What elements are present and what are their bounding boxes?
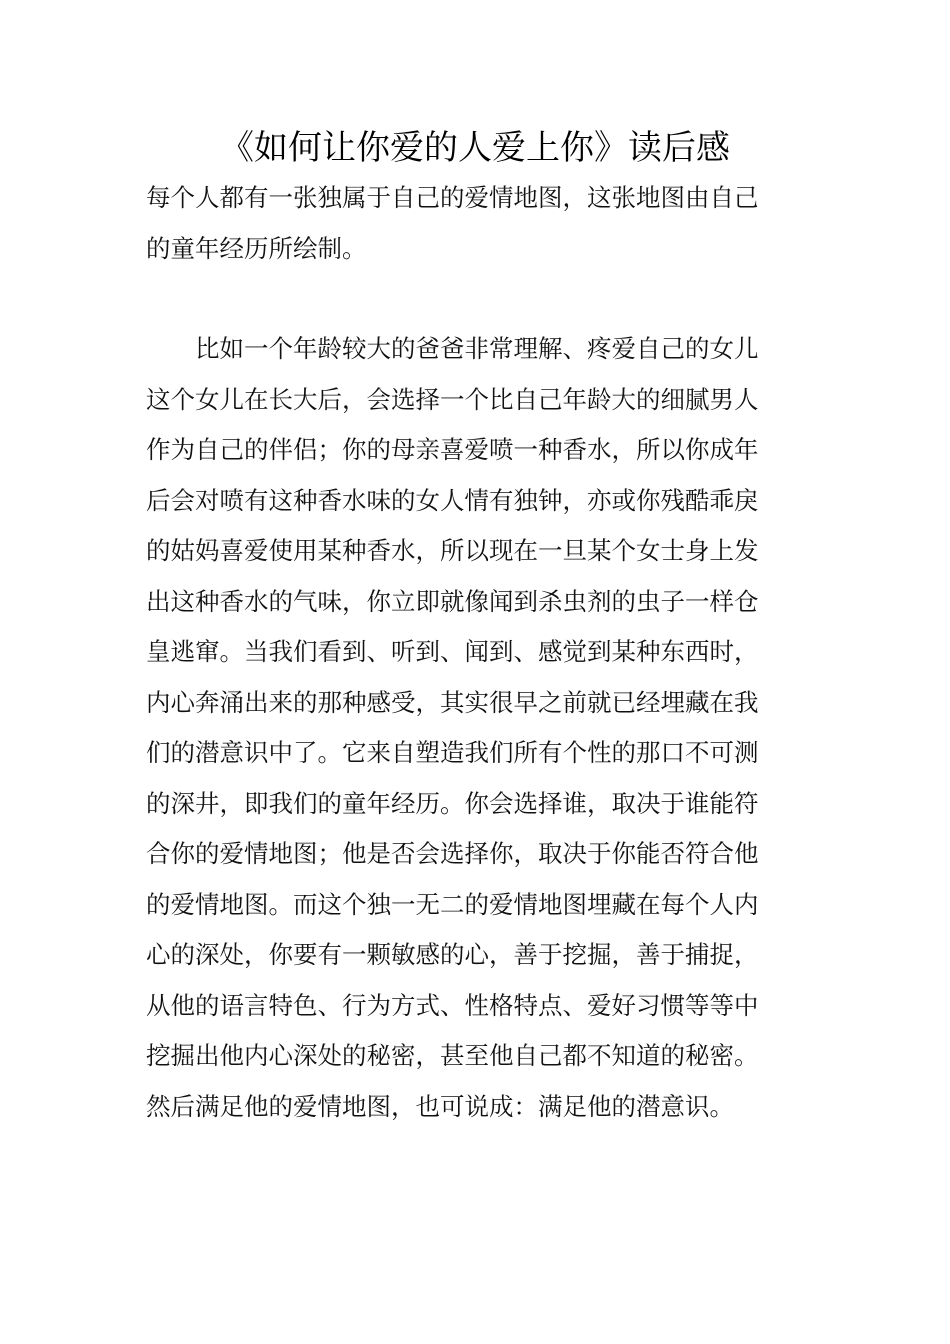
text-line: 后会对喷有这种香水味的女人情有独钟，亦或你残酷乖戾 bbox=[146, 485, 759, 515]
document-title: 《如何让你爱的人爱上你》读后感 bbox=[220, 128, 730, 168]
text-line: 的童年经历所绘制。 bbox=[146, 233, 367, 263]
text-line: 们的潜意识中了。它来自塑造我们所有个性的那口不可测 bbox=[146, 738, 759, 767]
text-line: 的深井，即我们的童年经历。你会选择谁，取决于谁能符 bbox=[146, 788, 759, 818]
text-line: 从他的语言特色、行为方式、性格特点、爱好习惯等等中 bbox=[146, 990, 759, 1020]
text-line: 的姑妈喜爱使用某种香水，所以现在一旦某个女士身上发 bbox=[146, 536, 759, 565]
text-line: 然后满足他的爱情地图，也可说成：满足他的潜意识。 bbox=[146, 1091, 734, 1121]
text-line: 合你的爱情地图；他是否会选择你，取决于你能否符合他 bbox=[146, 839, 759, 868]
text-line: 内心奔涌出来的那种感受，其实很早之前就已经埋藏在我 bbox=[146, 687, 759, 717]
text-line: 比如一个年龄较大的爸爸非常理解、疼爱自己的女儿 bbox=[146, 334, 759, 363]
text-line: 心的深处，你要有一颗敏感的心，善于挖掘，善于捕捉， bbox=[146, 940, 759, 969]
paragraph-body bbox=[146, 324, 812, 1132]
text-line: 这个女儿在长大后，会选择一个比自己年龄大的细腻男人 bbox=[146, 384, 759, 414]
text-line: 挖掘出他内心深处的秘密，甚至他自己都不知道的秘密。 bbox=[146, 1041, 759, 1070]
text-line: 的爱情地图。而这个独一无二的爱情地图埋藏在每个人内 bbox=[146, 889, 759, 919]
text-line: 作为自己的伴侣；你的母亲喜爱喷一种香水，所以你成年 bbox=[146, 435, 759, 464]
paragraph-intro bbox=[146, 173, 812, 274]
text-line: 每个人都有一张独属于自己的爱情地图，这张地图由自己 bbox=[146, 183, 759, 212]
text-line: 皇逃窜。当我们看到、听到、闻到、感觉到某种东西时， bbox=[146, 637, 759, 666]
text-line: 出这种香水的气味，你立即就像闻到杀虫剂的虫子一样仓 bbox=[146, 586, 759, 616]
